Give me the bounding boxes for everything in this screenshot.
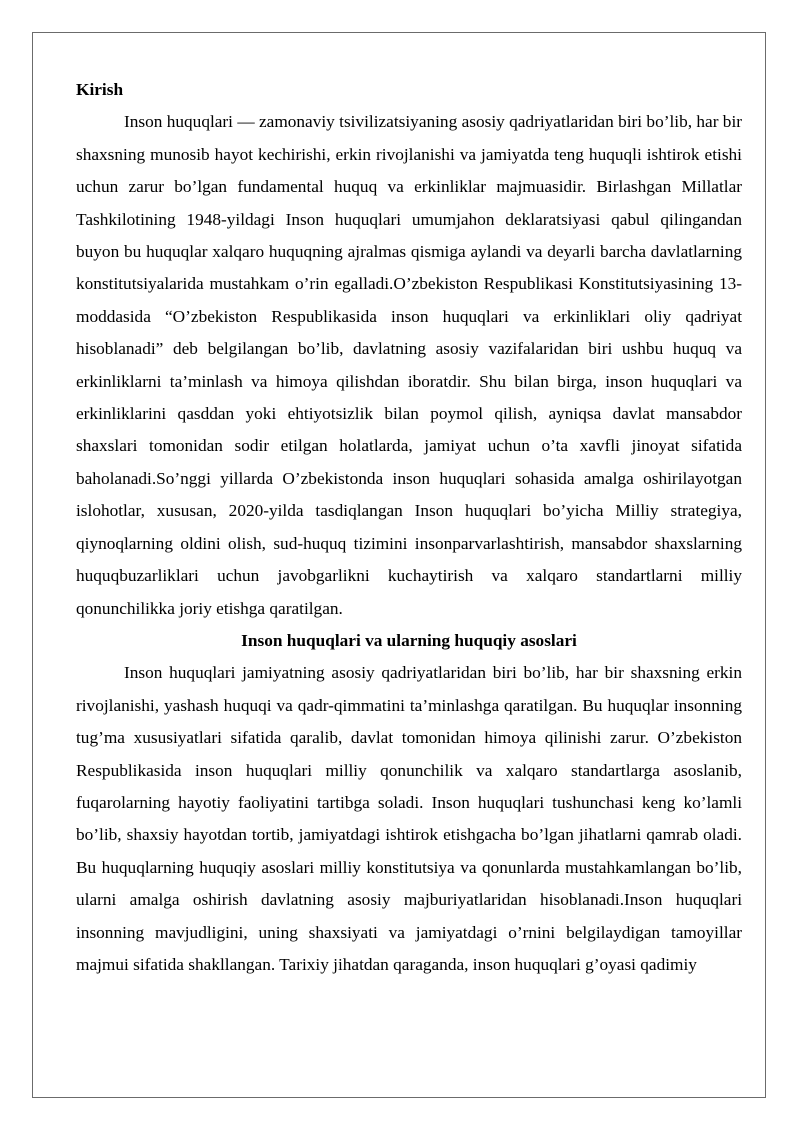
section-heading-legal-foundations: Inson huquqlari va ularning huquqiy asoslari [241, 630, 577, 650]
section-heading-kirish: Kirish [76, 80, 124, 99]
document-body [76, 74, 742, 981]
legal-foundations-paragraph: Inson huquqlari jamiyatning asosiy qadriyatlaridan biri bo’lib, har bir shaxsning erkin rivojlanishi, yashash huquqi va qadr-qimmatini ta’minlashga qaratilgan. Bu huquqlar insonning tug’ma xususiyatlari sifatida qaralib, davlat tomonidan himoya qilinishi zarur. O’zbekiston Respublikasida inson huquqlari milliy qonunchilik va xalqaro standartlarga asoslanib, fuqarolarning hayotiy faoliyatini tartibga soladi. Inson huquqlari tushunchasi keng ko’lamli bo’lib, shaxsiy hayotdan tortib, jamiyatdagi ishtirok etishgacha bo’lgan jihatlarni qamrab oladi. Bu huquqlarning huquqiy asoslari milliy konstitutsiya va qonunlarda mustahkamlangan bo’lib, ularni amalga oshirish davlatning asosiy majburiyatlaridan hisoblanadi.Inson huquqlari insonning mavjudligini, uning shaxsiyati va jamiyatdagi o’rnini belgilaydigan tamoyillar majmui sifatida shakllangan. Tarixiy jihatdan qaraganda, inson huquqlari g’oyasi qadimiy [76, 663, 742, 974]
intro-paragraph: Inson huquqlari — zamonaviy tsivilizatsiyaning asosiy qadriyatlaridan biri bo’lib, har bir shaxsning munosib hayot kechirishi, erkin rivojlanishi va jamiyatda teng huquqli ishtirok etishi uchun zarur bo’lgan fundamental huquq va erkinliklar majmuasidir. Birlashgan Millatlar Tashkilotining 1948-yildagi Inson huquqlari umumjahon deklaratsiyasi qabul qilingandan buyon bu huquqlar xalqaro huquqning ajralmas qismiga aylandi va deyarli barcha davlatlarning konstitutsiyalarida mustahkam o’rin egalladi.O’zbekiston Respublikasi Konstitutsiyasining 13-moddasida “O’zbekiston Respublikasida inson huquqlari va erkinliklari oliy qadriyat hisoblanadi” deb belgilangan bo’lib, davlatning asosiy vazifalaridan biri ushbu huquq va erkinliklarni ta’minlash va himoya qilishdan iboratdir. Shu bilan birga, inson huquqlari va erkinliklarini qasddan yoki ehtiyotsizlik bilan poymol qilish, ayniqsa davlat mansabdor shaxslari tomonidan sodir etilgan holatlarda, jamiyat uchun o’ta xavfli jinoyat sifatida baholanadi.So’nggi yillarda O’zbekistonda inson huquqlari sohasida amalga oshirilayotgan islohotlar, xususan, 2020-yilda tasdiqlangan Inson huquqlari bo’yicha Milliy strategiya, qiynoqlarning oldini olish, sud-huquq tizimini insonparvarlashtirish, mansabdor shaxslarning huquqbuzarliklari uchun javobgarlikni kuchaytirish va xalqaro standartlarni milliy qonunchilikka joriy etishga qaratilgan. [76, 112, 742, 618]
